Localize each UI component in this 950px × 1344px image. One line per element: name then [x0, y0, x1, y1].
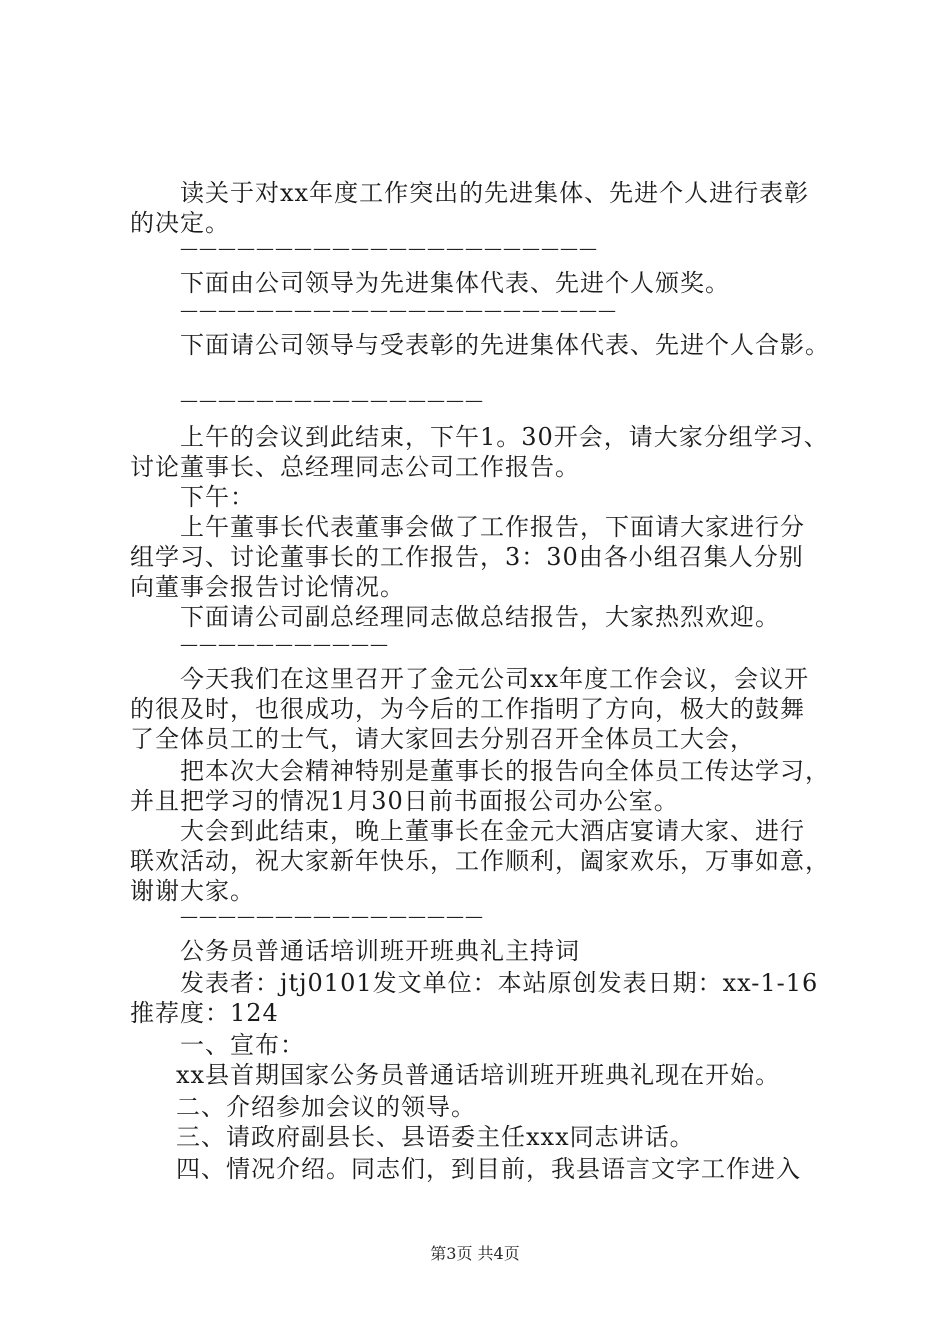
text-line: 的决定。 — [130, 209, 230, 237]
text-line: 下午： — [180, 483, 255, 511]
text-line: 讨论董事长、总经理同志公司工作报告。 — [130, 453, 580, 481]
separator-rule: ———————————————— — [180, 906, 484, 927]
text-line: 读关于对xx年度工作突出的先进集体、先进个人进行表彰 — [180, 179, 810, 207]
text-line: 下面请公司副总经理同志做总结报告，大家热烈欢迎。 — [180, 603, 780, 631]
text-line: 推荐度：124 — [130, 999, 279, 1027]
text-line: 上午董事长代表董事会做了工作报告，下面请大家进行分 — [180, 513, 805, 541]
text-line: 把本次大会精神特别是董事长的报告向全体员工传达学习， — [180, 757, 830, 785]
text-line: 联欢活动，祝大家新年快乐，工作顺利，阖家欢乐，万事如意， — [130, 847, 830, 875]
text-line: 一、宣布： — [180, 1031, 305, 1059]
separator-rule: ——————————— — [180, 634, 389, 655]
text-line: 公务员普通话培训班开班典礼主持词 — [180, 937, 580, 965]
text-line: 下面请公司领导与受表彰的先进集体代表、先进个人合影。 — [180, 331, 830, 359]
text-line: 发表者：jtj0101发文单位：本站原创发表日期：xx-1-16 — [180, 969, 819, 997]
separator-rule: ——————————————————————— — [180, 300, 617, 321]
text-line: 四、情况介绍。同志们，到目前，我县语言文字工作进入 — [176, 1155, 801, 1183]
separator-rule: ———————————————— — [180, 390, 484, 411]
text-line: 三、请政府副县长、县语委主任xxx同志讲话。 — [176, 1123, 695, 1151]
text-line: 并且把学习的情况1月30日前书面报公司办公室。 — [130, 787, 679, 815]
text-line: 了全体员工的士气，请大家回去分别召开全体员工大会， — [130, 725, 755, 753]
text-line: 今天我们在这里召开了金元公司xx年度工作会议，会议开 — [180, 665, 810, 693]
separator-rule: —————————————————————— — [180, 238, 598, 259]
text-line: 大会到此结束，晚上董事长在金元大酒店宴请大家、进行 — [180, 817, 805, 845]
text-line: 下面由公司领导为先进集体代表、先进个人颁奖。 — [180, 269, 730, 297]
text-line: 上午的会议到此结束，下午1。30开会，请大家分组学习、 — [180, 423, 829, 451]
text-line: 谢谢大家。 — [130, 877, 255, 905]
text-line: 组学习、讨论董事长的工作报告，3：30由各小组召集人分别 — [130, 543, 804, 571]
text-line: xx县首期国家公务员普通话培训班开班典礼现在开始。 — [176, 1061, 781, 1089]
text-line: 的很及时，也很成功，为今后的工作指明了方向，极大的鼓舞 — [130, 695, 805, 723]
page-footer: 第3页 共4页 — [430, 1244, 520, 1263]
text-line: 向董事会报告讨论情况。 — [130, 573, 405, 601]
text-line: 二、介绍参加会议的领导。 — [176, 1093, 476, 1121]
